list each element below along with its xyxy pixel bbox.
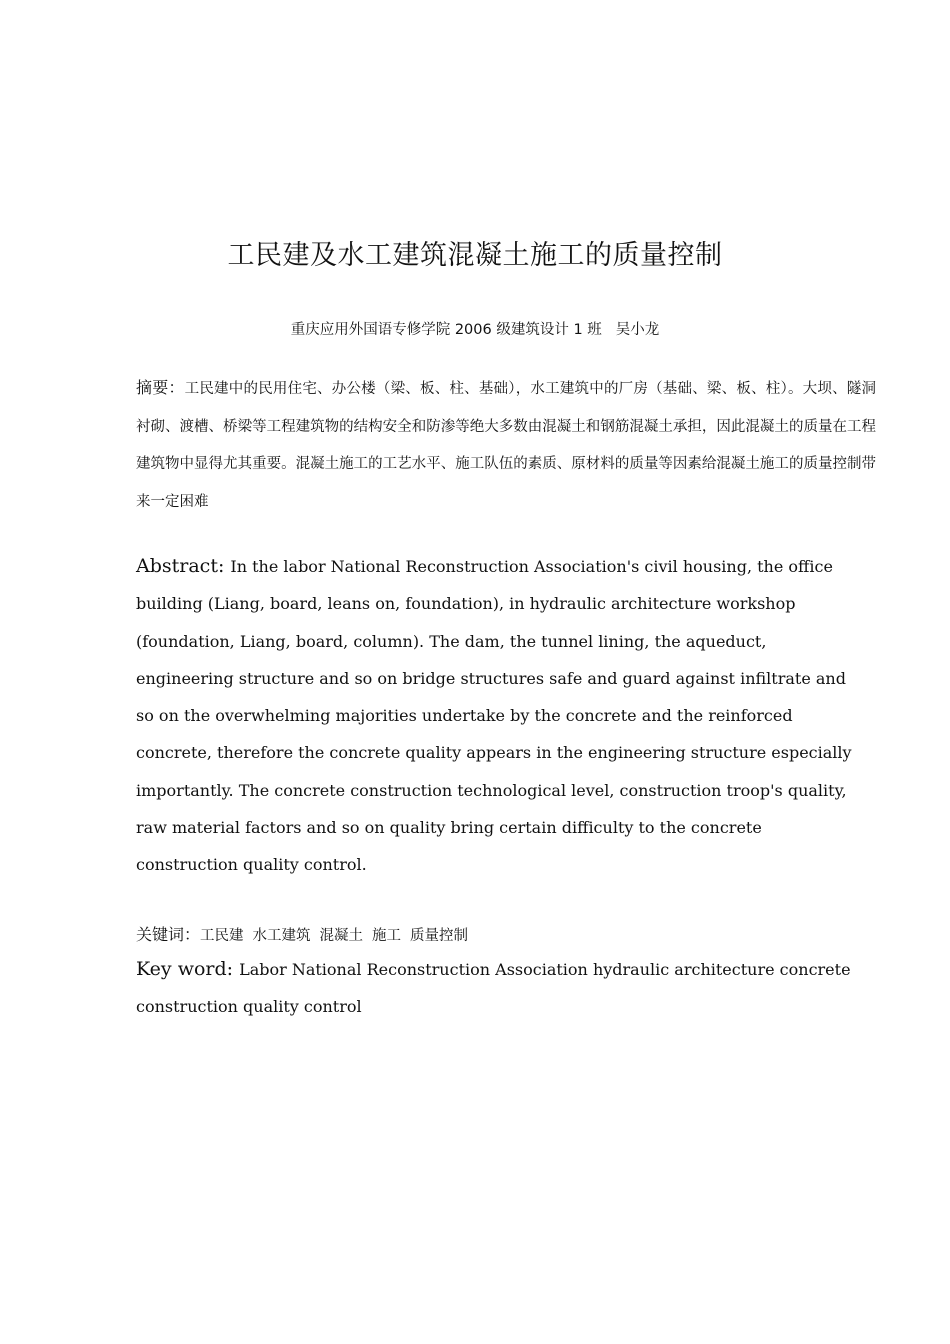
abstract-cn-text: 工民建中的民用住宅、办公楼（梁、板、柱、基础），水工建筑中的厂房（基础、梁、板、柱）。大坝、隧洞衬砌、渡槽、桥梁等工程建筑物的结构安全和防渗等绝大多数由混凝土和钢筋混凝土承担，因此混凝土的质量在工程建筑物中显得尤其重要。混凝土施工的工艺水平、施工队伍的素质、原材料的质量等因素给混凝土施工的质量控制带来一定困难 bbox=[136, 381, 876, 510]
keyword-cn-item: 水工建筑 bbox=[252, 928, 311, 944]
keyword-cn-item: 混凝土 bbox=[319, 928, 364, 944]
abstract-en-label: Abstract: bbox=[136, 555, 231, 577]
keywords-en-label: Key word: bbox=[136, 958, 234, 980]
abstract-en bbox=[136, 548, 866, 884]
keywords-en bbox=[136, 951, 876, 1025]
paper-title: 工民建及水工建筑混凝土施工的质量控制 bbox=[227, 240, 723, 271]
abstract-cn bbox=[136, 369, 876, 521]
author-name: 吴小龙 bbox=[615, 322, 660, 338]
keyword-cn-item: 施工 bbox=[372, 928, 402, 944]
keywords-cn bbox=[136, 918, 876, 953]
author-affiliation: 重庆应用外国语专修学院 2006 级建筑设计 1 班 bbox=[290, 322, 602, 338]
abstract-en-text: In the labor National Reconstruction Association's civil housing, the office building (Liang, board, leans on, foundation), in hydraulic architecture workshop (foundation, Liang, board, column). The dam, the tunnel lining, the aqueduct, engineering structure and so on bridge structures safe and guard against infiltrate and so on the overwhelming majorities undertake by the concrete and the reinforced concrete, therefore the concrete quality appears in the engineering structure especially importantly. The concrete construction technological level, construction troop's quality, raw material factors and so on quality bring certain difficulty to the concrete construction quality control. bbox=[136, 557, 852, 875]
author-line bbox=[0, 318, 950, 342]
abstract-cn-label: 摘要： bbox=[136, 378, 185, 397]
keywords-cn-label: 关键词： bbox=[136, 925, 201, 944]
keyword-cn-item: 工民建 bbox=[200, 928, 244, 944]
keyword-cn-item: 质量控制 bbox=[410, 928, 469, 944]
keywords-en-text: Labor National Reconstruction Association hydraulic architecture concrete construction quality control bbox=[136, 960, 851, 1016]
